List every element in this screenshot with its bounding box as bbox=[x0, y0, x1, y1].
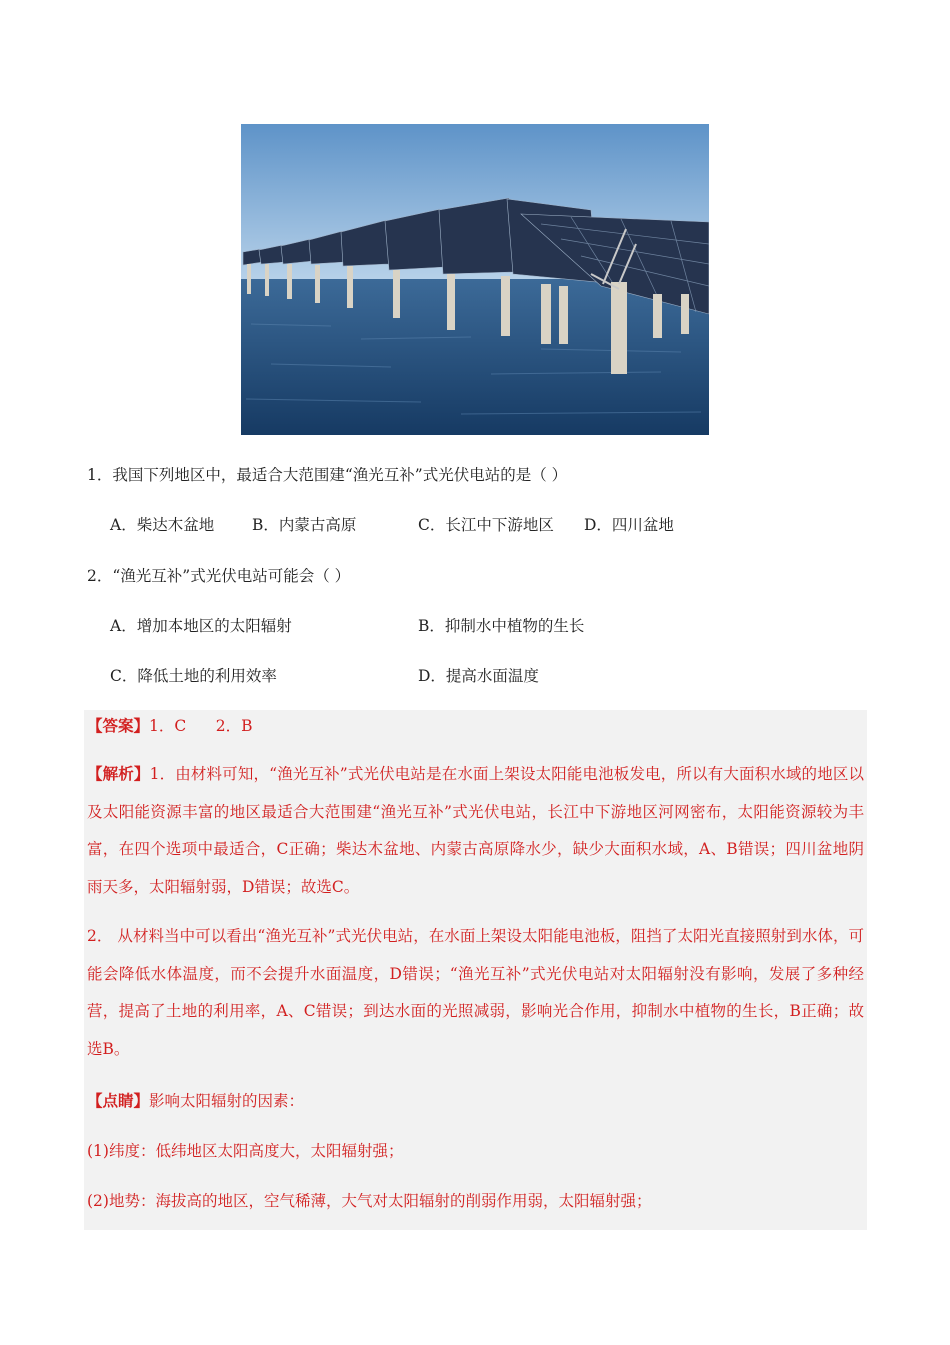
question-1-option-a: A．柴达木盆地 bbox=[110, 516, 215, 534]
question-1-stem: 1．我国下列地区中，最适合大范围建“渔光互补”式光伏电站的是（ ） bbox=[87, 466, 568, 484]
answer-line bbox=[87, 714, 253, 736]
tip-line bbox=[87, 1089, 304, 1111]
question-1-option-c: C．长江中下游地区 bbox=[418, 516, 554, 534]
tip-item-1: (1)纬度：低纬地区太阳高度大，太阳辐射强； bbox=[87, 1142, 404, 1160]
question-1-option-d: D．四川盆地 bbox=[584, 516, 674, 534]
question-2-option-c: C．降低土地的利用效率 bbox=[110, 667, 277, 685]
analysis-paragraph-1 bbox=[87, 755, 864, 906]
answer-tag: 【答案】 bbox=[87, 716, 150, 735]
analysis-text-1: 1．由材料可知，“渔光互补”式光伏电站是在水面上架设太阳能电池板发电，所以有大面积水域的地区以及太阳能资源丰富的地区最适合大范围建“渔光互补”式光伏电站，长江中下游地区河网密布，太阳能资源较为丰富，在四个选项中最适合，C正确；柴达木盆地、内蒙古高原降水少，缺少大面积水域，A、B错误；四川盆地阴雨天多，太阳辐射弱，D错误；故选C。 bbox=[87, 765, 864, 896]
question-2-option-a: A．增加本地区的太阳辐射 bbox=[110, 617, 292, 635]
analysis-paragraph-2: 2． 从材料当中可以看出“渔光互补”式光伏电站，在水面上架设太阳能电池板，阻挡了太阳光直接照射到水体，可能会降低水体温度，而不会提升水面温度，D错误；“渔光互补”式光伏电站对太阳辐射没有影响，发展了多种经营，提高了土地的利用率，A、C错误；到达水面的光照减弱，影响光合作用，抑制水中植物的生长，B正确；故选B。 bbox=[87, 927, 864, 1058]
solar-panels-over-water-photo bbox=[241, 124, 709, 435]
tip-item-2: (2)地势：海拔高的地区，空气稀薄，大气对太阳辐射的削弱作用弱，太阳辐射强； bbox=[87, 1192, 652, 1210]
question-2-option-d: D．提高水面温度 bbox=[418, 667, 539, 685]
question-1-option-b: B．内蒙古高原 bbox=[252, 516, 357, 534]
question-2-option-b: B．抑制水中植物的生长 bbox=[418, 617, 585, 635]
question-2-stem: 2．“渔光互补”式光伏电站可能会（ ） bbox=[87, 567, 351, 585]
tip-text: 影响太阳辐射的因素： bbox=[149, 1092, 305, 1110]
answer-text: 1．C 2．B bbox=[149, 717, 253, 735]
analysis-tag: 【解析】 bbox=[87, 764, 150, 783]
tip-tag: 【点睛】 bbox=[87, 1091, 150, 1110]
